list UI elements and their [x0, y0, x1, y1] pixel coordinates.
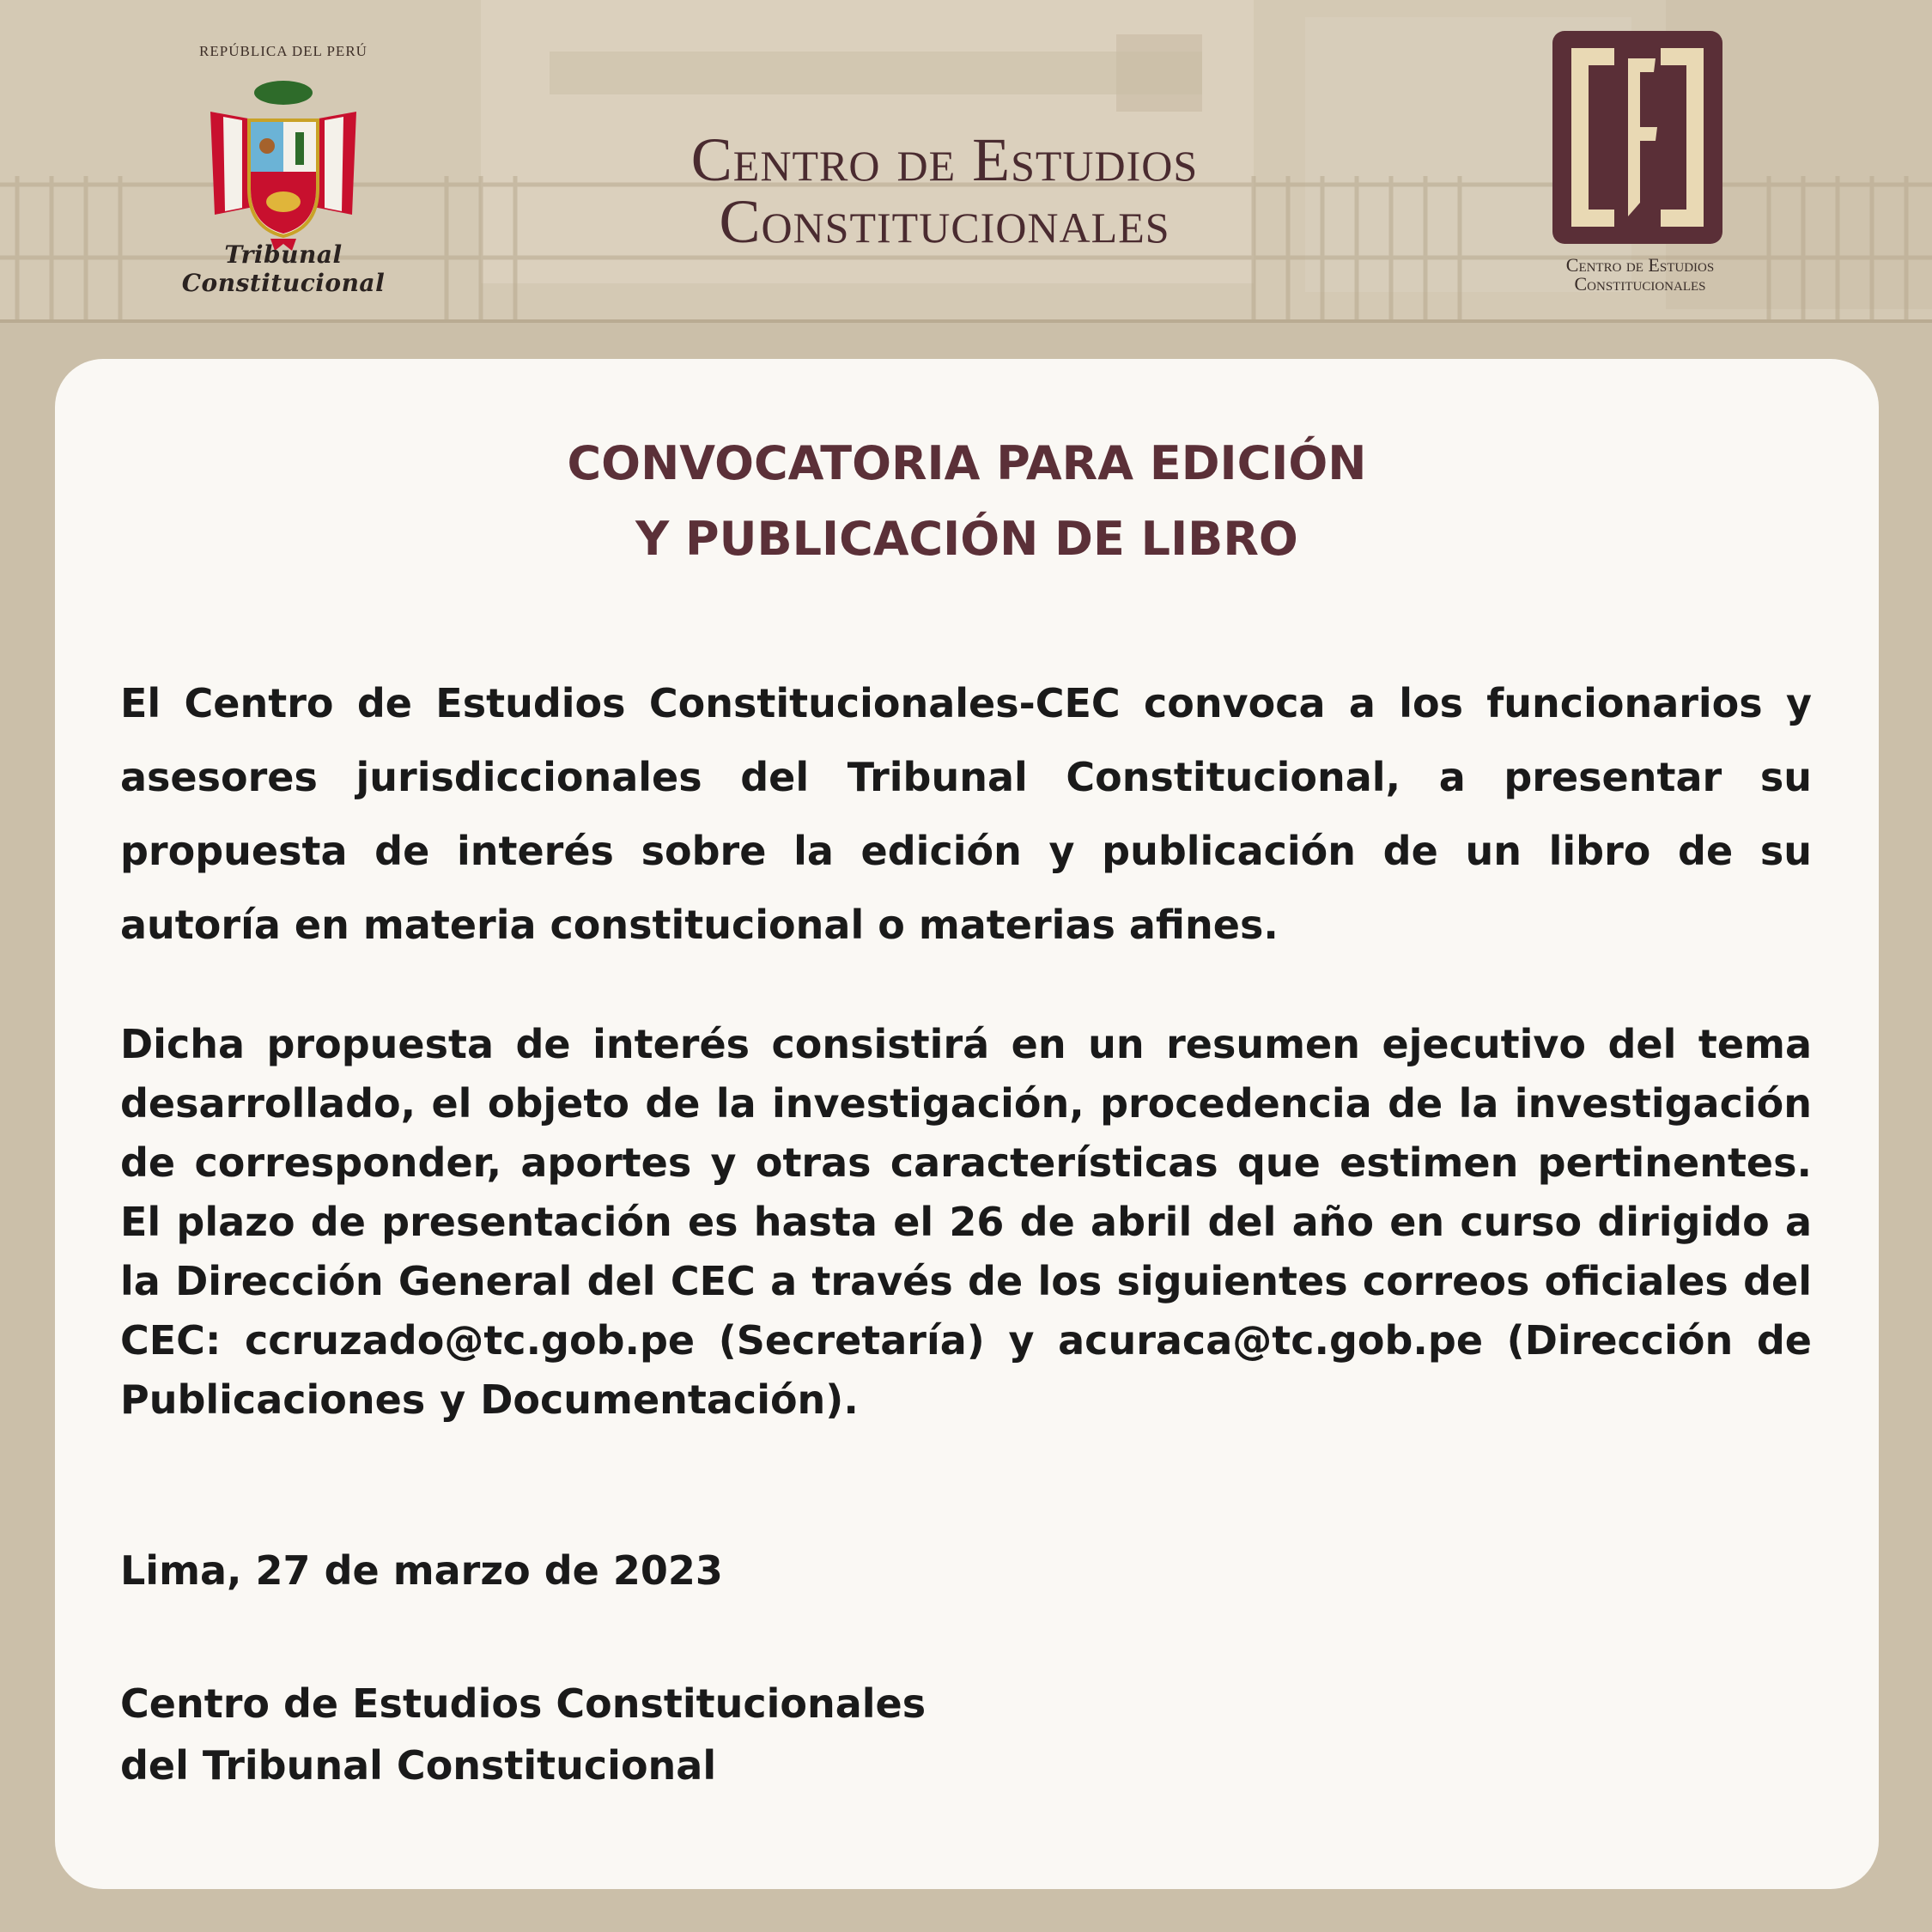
cec-logo: [1546, 31, 1735, 297]
notice-signature: [120, 1673, 926, 1796]
emblem-arc-text: REPÚBLICA DEL PERÚ: [199, 43, 368, 59]
heading-line-2: Y PUBLICACIÓN DE LIBRO: [635, 512, 1298, 566]
cec-monogram-icon: [1552, 31, 1722, 244]
page-title: [550, 125, 1340, 256]
cec-logo-caption: [1537, 256, 1743, 294]
notice-paragraph-1: El Centro de Estudios Constitucionales-CEC convoca a los funcionarios y asesores jurisdiccionales del Tribunal Constitucional, a presentar su propuesta de interés sobre la edición y publicación de un libro de su autoría en materia constitucional o materias afines.: [120, 680, 1812, 948]
heading-line-1: CONVOCATORIA PARA EDICIÓN: [567, 436, 1367, 490]
coat-of-arms-icon: [129, 60, 438, 258]
title-line-2: Constitucionales: [719, 187, 1170, 256]
emblem-caption: Tribunal Constitucional: [181, 240, 386, 297]
notice-date: Lima, 27 de marzo de 2023: [120, 1547, 723, 1594]
notice-paragraph-2: Dicha propuesta de interés consistirá en un resumen ejecutivo del tema desarrollado, el objeto de la investigación, procedencia de la investigación de corresponder, aportes y otras características que estimen pertinentes. El plazo de presentación es hasta el 26 de abril del año en curso dirigido a la Dirección General del CEC a través de los siguientes correos oficiales del CEC: ccruzado@tc.gob.pe (Secretaría) y acuraca@tc.gob.pe (Dirección de Publicaciones y Documentación).: [120, 1021, 1812, 1423]
header-divider: [0, 319, 1932, 323]
header-banner: [0, 0, 1932, 319]
notice-heading: [55, 426, 1879, 577]
signature-line-2: del Tribunal Constitucional: [120, 1742, 717, 1789]
cec-logo-box: [1552, 31, 1722, 244]
cec-caption-line-2: Constitucionales: [1574, 273, 1706, 295]
signature-line-1: Centro de Estudios Constitucionales: [120, 1680, 927, 1727]
title-line-1: Centro de Estudios: [690, 125, 1199, 194]
notice-card: [55, 359, 1879, 1889]
cec-caption-line-1: Centro de Estudios: [1565, 254, 1715, 276]
peru-coat-of-arms-emblem: [129, 43, 438, 297]
